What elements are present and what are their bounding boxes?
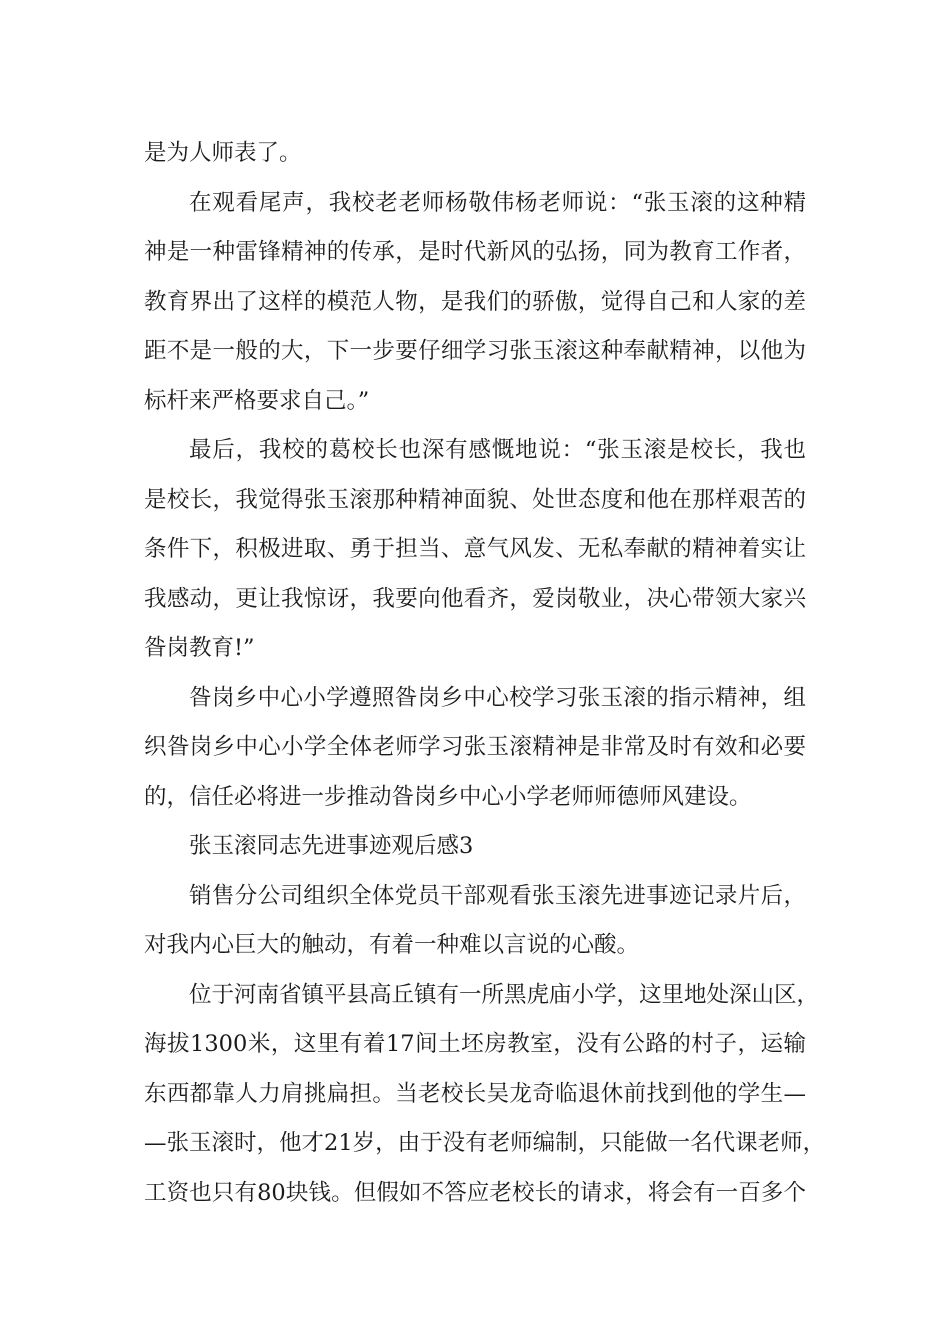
text-line: 位于河南省镇平县高丘镇有一所黑虎庙小学，这里地处深山区， [189, 981, 820, 1008]
text-line: 织昝岗乡中心小学全体老师学习张玉滚精神是非常及时有效和必要 [144, 734, 806, 760]
paragraph-teacher-yang-quote [144, 179, 806, 427]
text-line: 条件下，积极进取、勇于担当、意气风发、无私奉献的精神着实让 [144, 536, 806, 562]
text-line: 最后，我校的葛校长也深有感慨地说：“张玉滚是校长，我也 [189, 437, 806, 463]
text-line: 在观看尾声，我校老老师杨敬伟杨老师说：“张玉滚的这种精 [189, 189, 806, 216]
text-line: 距不是一般的大，下一步要仔细学习张玉滚这种奉献精神，以他为 [144, 338, 806, 364]
text-line: 工资也只有80块钱。但假如不答应老校长的请求，将会有一百多个 [144, 1179, 806, 1206]
text-line: 销售分公司组织全体党员干部观看张玉滚先进事迹记录片后， [189, 882, 806, 909]
text-line: 教育界出了这样的模范人物，是我们的骄傲，觉得自己和人家的差 [144, 288, 806, 315]
text-line: 昝岗乡中心小学遵照昝岗乡中心校学习张玉滚的指示精神，组 [189, 684, 806, 711]
paragraph-principal-ge-quote [144, 426, 806, 674]
text-line: 东西都靠人力肩挑扁担。当老校长吴龙奇临退休前找到他的学生— [144, 1080, 806, 1107]
paragraph-continuation [144, 129, 806, 179]
paragraph-school-study [144, 674, 806, 823]
text-line: 标杆来严格要求自己。” [144, 387, 370, 414]
section-heading [144, 822, 806, 872]
document-body [144, 129, 826, 1218]
paragraph-heihumiao-school [144, 971, 826, 1219]
paragraph-sales-company [144, 872, 806, 971]
text-line: 对我内心巨大的触动，有着一种难以言说的心酸。 [144, 932, 640, 958]
text-line: 是校长，我觉得张玉滚那种精神面貌、处世态度和他在那样艰苦的 [144, 486, 806, 513]
heading-text: 张玉滚同志先进事迹观后感3 [189, 833, 474, 859]
text-line: 海拔1300米，这里有着17间土坯房教室，没有公路的村子，运输 [144, 1031, 806, 1057]
text-line: —张玉滚时，他才21岁，由于没有老师编制，只能做一名代课老师， [144, 1130, 826, 1156]
text-line: 昝岗教育!” [144, 635, 255, 661]
text-line: 的，信任必将进一步推动昝岗乡中心小学老师师德师风建设。 [144, 783, 752, 810]
text-line: 我感动，更让我惊讶，我要向他看齐，爱岗敬业，决心带领大家兴 [144, 585, 806, 612]
text-line: 是为人师表了。 [144, 140, 302, 166]
text-line: 神是一种雷锋精神的传承，是时代新风的弘扬，同为教育工作者， [144, 239, 806, 265]
